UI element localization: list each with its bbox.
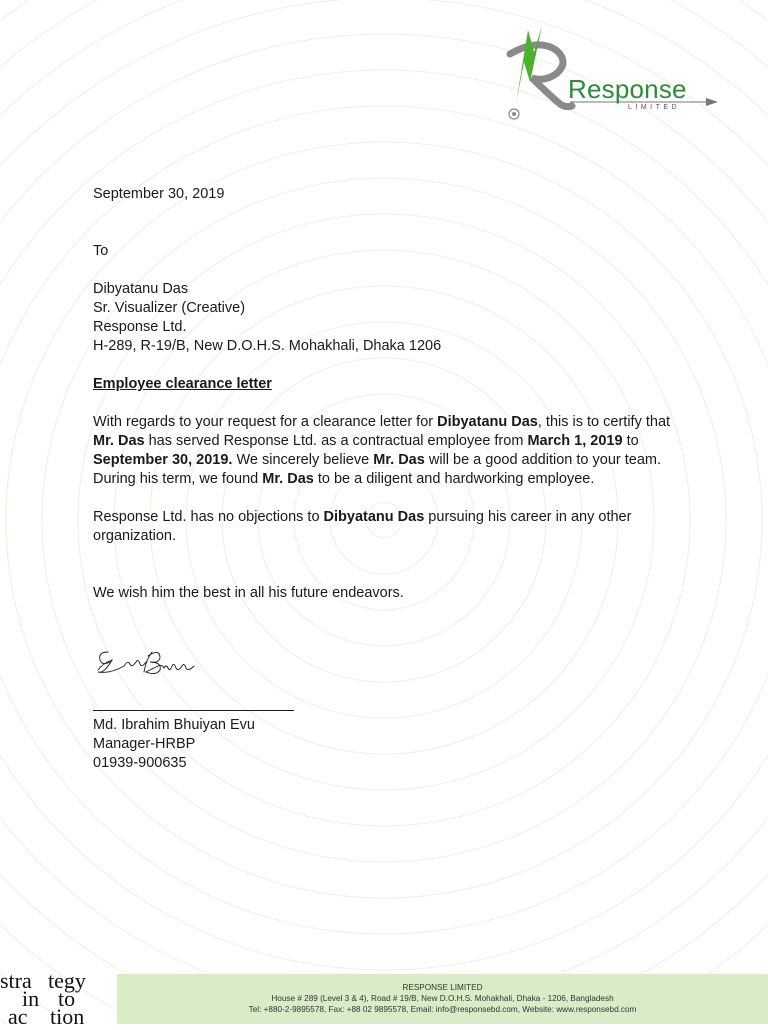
paragraph-text: With regards to your request for a clearance letter for: [93, 414, 438, 430]
logo-fragment: in: [22, 986, 40, 1011]
signature-line: [93, 710, 294, 711]
strategy-into-action-logo: [0, 966, 115, 1029]
response-r-mark-icon: [498, 22, 728, 122]
closing-line: We wish him the best in all his future endeavors.: [93, 585, 404, 601]
footer-address: House # 289 (Level 3 & 4), Road # 19/B, New D.O.H.S. Mohakhali, Dhaka - 1206, Bangladesh: [271, 994, 614, 1003]
emphasized-text: Mr. Das: [262, 471, 314, 487]
paragraph-text: Response Ltd. has no objections to: [93, 509, 324, 525]
logo-fragment: stra: [0, 968, 32, 993]
logo-fragment: to: [58, 986, 76, 1011]
footer-company: RESPONSE LIMITED: [402, 983, 483, 992]
paragraph-text: We sincerely believe: [232, 452, 374, 468]
logo-fragment: tion: [50, 1004, 85, 1029]
handwritten-signature: [94, 638, 204, 680]
body-paragraph-1: [93, 413, 693, 489]
logo-fragment: tegy: [48, 968, 86, 993]
logo-fragment: ac: [8, 1004, 28, 1029]
recipient-name: Dibyatanu Das: [93, 281, 189, 297]
emphasized-text: Mr. Das: [93, 433, 145, 449]
emphasized-text: March 1, 2019: [527, 433, 623, 449]
emphasized-text: September 30, 2019.: [93, 452, 233, 468]
signer-block: [93, 716, 255, 773]
logo-tagline: LIMITED: [628, 104, 681, 111]
recipient-company: Response Ltd.: [93, 319, 187, 335]
response-logo: [498, 22, 728, 122]
recipient-block: [93, 280, 441, 356]
paragraph-text: , this is to certify that: [537, 414, 671, 430]
footer-text: [117, 982, 768, 1015]
paragraph-text: to: [622, 433, 639, 449]
emphasized-text: Dibyatanu Das: [323, 509, 425, 525]
paragraph-text: will be a good addition to your team. During his term, we found: [93, 452, 661, 487]
letter-date: September 30, 2019: [93, 186, 225, 202]
emphasized-text: Mr. Das: [373, 452, 425, 468]
recipient-title: Sr. Visualizer (Creative): [93, 300, 246, 316]
recipient-address: H-289, R-19/B, New D.O.H.S. Mohakhali, Dhaka 1206: [93, 338, 442, 354]
signer-role: Manager-HRBP: [93, 736, 196, 752]
footer-contact: Tel: +880-2-9895578, Fax: +88 02 9895578, Email: info@responsebd.com, Website: www.responsebd.com: [248, 1005, 637, 1014]
paragraph-text: pursuing his career in any other organization.: [93, 509, 632, 544]
signer-phone: 01939-900635: [93, 755, 187, 771]
emphasized-text: Dibyatanu Das: [437, 414, 538, 430]
signer-name: Md. Ibrahim Bhuiyan Evu: [93, 717, 255, 733]
salutation: To: [93, 243, 109, 259]
letter-subject: Employee clearance letter: [93, 376, 272, 392]
logo-wordmark: Response: [568, 74, 687, 104]
paragraph-text: has served Response Ltd. as a contractual employee from: [144, 433, 528, 449]
paragraph-text: to be a diligent and hardworking employee.: [313, 471, 595, 487]
body-paragraph-2: [93, 508, 693, 546]
